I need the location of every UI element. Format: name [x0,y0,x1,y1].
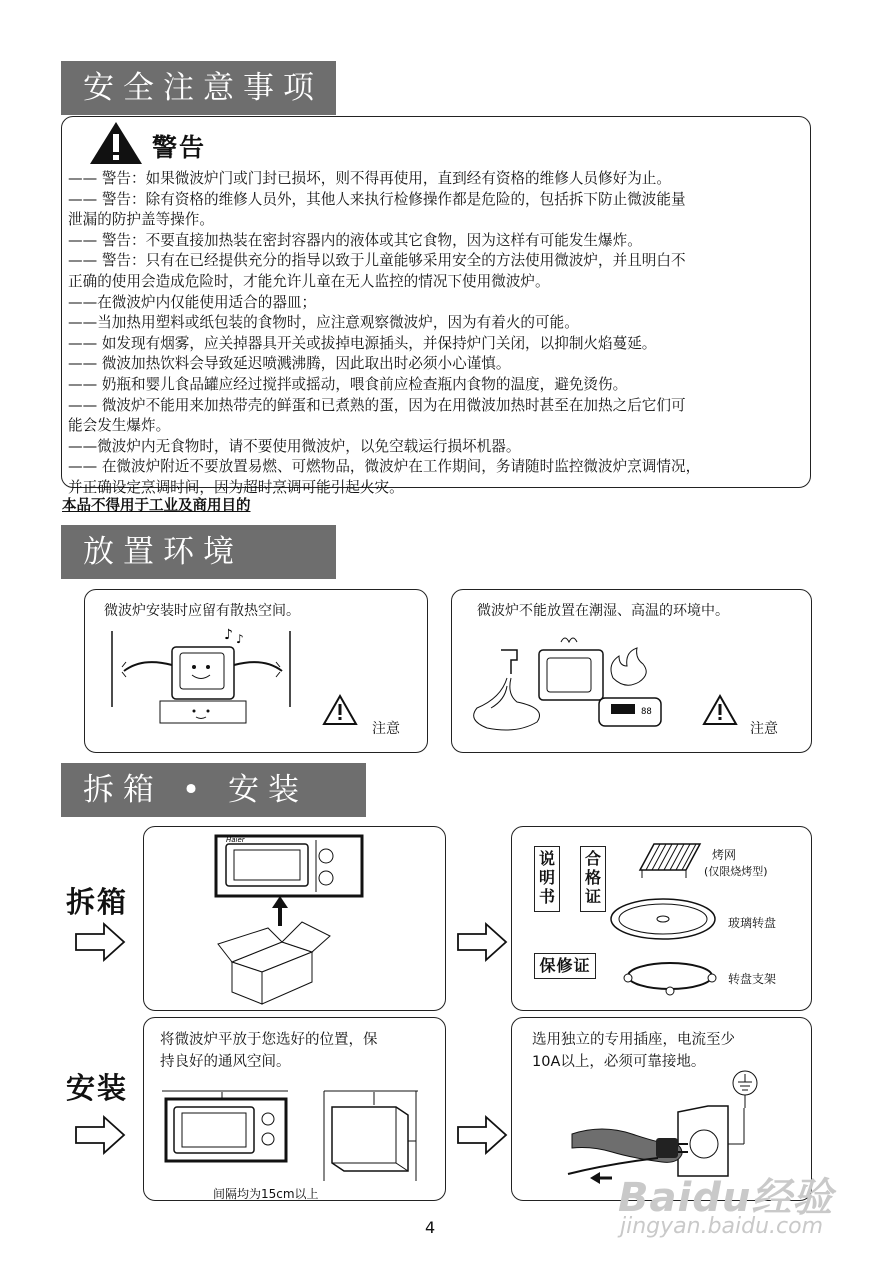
spacing-note: 间隔均为15cm以上 [213,1187,319,1201]
glass-tray-label: 玻璃转盘 [728,916,777,930]
certificate-doc [580,846,606,912]
watermark-url: jingyan.baidu.com [620,1214,824,1239]
caution-label: 注意 [372,721,400,737]
section-title-placement: 放置环境 [61,525,336,579]
section-title-safety: 安全注意事项 [61,61,336,115]
socket-text-1: 选用独立的专用插座，电流至少 [532,1032,735,1048]
microwave-from-box-illustration [212,832,372,1002]
warning-line: —— 警告：除有资格的维修人员外，其他人来执行检修操作都是危险的，包括拆下防止微波能量 [68,190,686,208]
tray-support-icon [622,958,718,998]
watermark-logo: Baidu经验 [618,1175,834,1221]
ventilation-caption: 微波炉安装时应留有散热空间。 [104,603,300,619]
placement-text-2: 持良好的通风空间。 [160,1054,291,1070]
warning-line: 泄漏的防护盖等操作。 [68,211,214,229]
caution-label: 注意 [750,721,778,737]
manual-label: 说明书 [538,849,555,906]
warning-line: —— 如发现有烟雾，应关掉器具开关或拔掉电源插头，并保持炉门关闭，以抑制火焰蔓延。 [68,334,657,352]
caution-icon [322,694,358,726]
svg-text:♪: ♪ [236,632,244,646]
warning-list [68,169,804,499]
warning-line: —— 警告：只有在已经提供充分的指导以致于儿童能够采用安全的方法使用微波炉，并且明白不 [68,252,686,270]
warning-line: ——在微波炉内仅能使用适合的器皿； [68,293,317,311]
ventilated-microwave-illustration [104,627,304,727]
grill-rack-label: 烤网 [712,848,737,862]
tray-support-label: 转盘支架 [728,972,777,986]
manual-doc [534,846,560,912]
caution-icon [702,694,738,726]
unpack-label: 拆箱 [66,885,129,919]
warning-line: 正确的使用会造成危险时，才能允许儿童在无人监控的情况下使用微波炉。 [68,272,550,290]
warning-line: 能会发生爆炸。 [68,417,171,435]
socket-text-2: 10A以上，必须可靠接地。 [532,1054,706,1070]
install-label: 安装 [66,1071,129,1105]
warning-triangle-icon [88,120,144,166]
certificate-label: 合格证 [584,849,601,906]
warning-line: ——微波炉内无食物时，请不要使用微波炉，以免空载运行损坏机器。 [68,437,521,455]
arrow-right-icon [74,1115,126,1155]
commercial-use-notice: 本品不得用于工业及商用目的 [62,498,251,514]
grounding-icon [730,1068,760,1108]
arrow-right-icon [456,1115,508,1155]
clearance-diagram [160,1087,430,1187]
warning-line: —— 微波炉不能用来加热带壳的鲜蛋和已煮熟的蛋，因为在用微波加热时甚至在加热之后它们可 [68,396,686,414]
humidity-caption: 微波炉不能放置在潮湿、高温的环境中。 [477,603,729,619]
warranty-doc [534,953,596,979]
warranty-label: 保修证 [539,956,591,975]
svg-text:Haier: Haier [226,836,245,844]
warning-line: —— 奶瓶和婴儿食品罐应经过搅拌或摇动，喂食前应检查瓶内食物的温度，避免烫伤。 [68,375,628,393]
placement-text-1: 将微波炉平放于您选好的位置，保 [160,1032,378,1048]
grill-rack-note: (仅限烧烤型) [704,865,768,878]
warning-heading: 警告 [152,133,207,162]
humid-hot-environment-illustration [467,628,687,738]
warning-line: ——当加热用塑料或纸包装的食物时，应注意观察微波炉，因为有着火的可能。 [68,314,579,332]
warning-line: —— 警告：不要直接加热装在密封容器内的液体或其它食物，因为这样有可能发生爆炸。 [68,231,642,249]
warning-line: —— 微波加热饮料会导致延迟喷溅沸腾，因此取出时必须小心谨慎。 [68,355,511,373]
section-title-unpack-install: 拆箱 • 安装 [61,763,366,817]
warning-line: —— 在微波炉附近不要放置易燃、可燃物品，微波炉在工作期间，务请随时监控微波炉烹调情况， [68,458,701,476]
svg-text:88: 88 [641,707,652,717]
page-number: 4 [425,1218,436,1237]
warning-line: —— 警告：如果微波炉门或门封已损坏，则不得再使用，直到经有资格的维修人员修好为止。 [68,170,671,187]
svg-text:♪: ♪ [224,627,233,643]
grill-rack-icon [634,840,704,880]
arrow-right-icon [74,922,126,962]
warning-line: 并正确设定烹调时间，因为超时烹调可能引起火灾。 [68,478,404,496]
glass-tray-icon [608,896,718,942]
arrow-right-icon [456,922,508,962]
